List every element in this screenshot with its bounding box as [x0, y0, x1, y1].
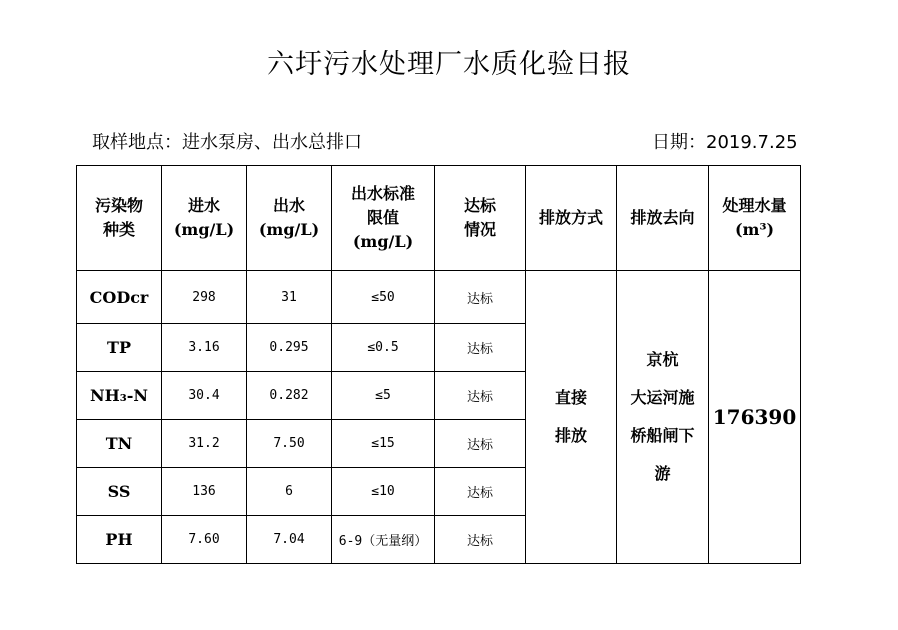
influent-value: 136: [162, 468, 247, 516]
standard-limit: ≤5: [332, 372, 435, 420]
discharge-destination: 京杭 大运河施 桥船闸下 游: [617, 271, 709, 564]
treatment-volume: 176390: [709, 271, 801, 564]
influent-value: 30.4: [162, 372, 247, 420]
header-treatment-volume: 处理水量 (m³): [709, 166, 801, 271]
report-title: 六圩污水处理厂水质化验日报: [267, 49, 631, 80]
pollutant-name: SS: [77, 468, 162, 516]
date-value: 2019.7.25: [706, 132, 798, 153]
influent-value: 298: [162, 271, 247, 324]
water-quality-table: [76, 165, 801, 564]
standard-limit: 6-9（无量纲）: [332, 516, 435, 564]
effluent-value: 7.04: [247, 516, 332, 564]
header-influent: 进水 (mg/L): [162, 166, 247, 271]
standard-limit: ≤0.5: [332, 324, 435, 372]
pollutant-name: PH: [77, 516, 162, 564]
standard-limit: ≤10: [332, 468, 435, 516]
compliance-status: 达标: [435, 516, 526, 564]
effluent-value: 31: [247, 271, 332, 324]
pollutant-name: CODcr: [77, 271, 162, 324]
effluent-value: 0.295: [247, 324, 332, 372]
compliance-status: 达标: [435, 324, 526, 372]
influent-value: 7.60: [162, 516, 247, 564]
header-discharge-destination: 排放去向: [617, 166, 709, 271]
table-row: [77, 271, 801, 324]
discharge-method: 直接 排放: [526, 271, 617, 564]
compliance-status: 达标: [435, 372, 526, 420]
compliance-status: 达标: [435, 420, 526, 468]
effluent-value: 7.50: [247, 420, 332, 468]
header-discharge-method: 排放方式: [526, 166, 617, 271]
table-header-row: [77, 166, 801, 271]
influent-value: 31.2: [162, 420, 247, 468]
effluent-value: 6: [247, 468, 332, 516]
header-effluent: 出水 (mg/L): [247, 166, 332, 271]
date-label: 日期：: [652, 132, 706, 153]
pollutant-name: NH₃-N: [77, 372, 162, 420]
header-pollutant: 污染物 种类: [77, 166, 162, 271]
sampling-location: 取样地点：进水泵房、出水总排口: [92, 132, 362, 153]
compliance-status: 达标: [435, 468, 526, 516]
standard-limit: ≤15: [332, 420, 435, 468]
pollutant-name: TN: [77, 420, 162, 468]
pollutant-name: TP: [77, 324, 162, 372]
effluent-value: 0.282: [247, 372, 332, 420]
standard-limit: ≤50: [332, 271, 435, 324]
influent-value: 3.16: [162, 324, 247, 372]
header-compliance: 达标 情况: [435, 166, 526, 271]
report-date: [652, 128, 798, 154]
compliance-status: 达标: [435, 271, 526, 324]
header-standard: 出水标准 限值 (mg/L): [332, 166, 435, 271]
